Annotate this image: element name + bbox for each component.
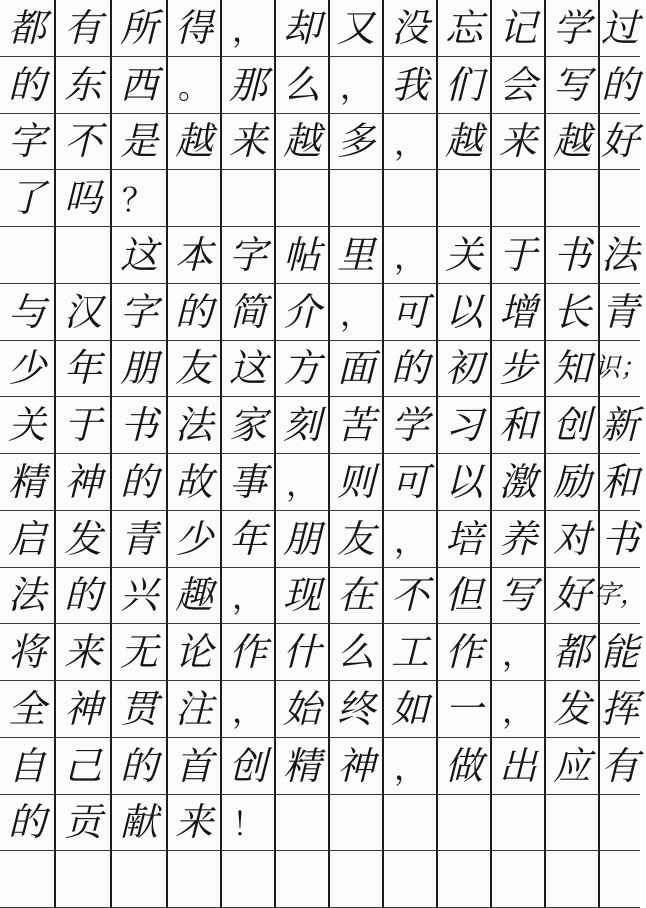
grid-cell: 发 [56, 511, 112, 568]
grid-cell: 学 [384, 397, 438, 454]
grid-cell [384, 851, 438, 908]
grid-cell: 汉 [56, 284, 112, 341]
grid-cell: 都 [546, 624, 600, 681]
grid-cell: ！ [222, 795, 276, 852]
grid-cell: 字 [112, 284, 168, 341]
grid-cell: 东 [56, 57, 112, 114]
grid-cell: 与 [0, 284, 56, 341]
grid-cell [600, 170, 640, 227]
grid-cell: 始 [276, 681, 330, 738]
grid-cell: 神 [56, 454, 112, 511]
grid-cell: 朋 [276, 511, 330, 568]
grid-cell: 关 [0, 397, 56, 454]
grid-cell: 苦 [330, 397, 384, 454]
grid-cell: 如 [384, 681, 438, 738]
grid-cell: 本 [168, 227, 222, 284]
grid-cell: 的 [112, 454, 168, 511]
grid-cell: 我 [384, 57, 438, 114]
grid-cell [330, 795, 384, 852]
grid-cell: 习 [438, 397, 492, 454]
grid-cell [600, 795, 640, 852]
grid-cell [600, 851, 640, 908]
grid-cell: 的 [0, 57, 56, 114]
grid-cell: 。 [168, 57, 222, 114]
grid-cell: 刻 [276, 397, 330, 454]
grid-cell: 写 [546, 57, 600, 114]
grid-cell: 步 [492, 341, 546, 398]
grid-cell: ， [330, 57, 384, 114]
grid-cell: 可 [384, 284, 438, 341]
grid-cell: 注 [168, 681, 222, 738]
grid-cell [492, 795, 546, 852]
grid-cell: 知 [546, 341, 600, 398]
grid-cell: 和 [600, 454, 640, 511]
grid-cell: ， [384, 227, 438, 284]
grid-cell: 将 [0, 624, 56, 681]
grid-cell: 有 [600, 738, 640, 795]
grid-cell: 青 [112, 511, 168, 568]
grid-cell: 这 [222, 341, 276, 398]
grid-cell: 年 [56, 341, 112, 398]
grid-cell: 来 [492, 114, 546, 171]
grid-cell [384, 795, 438, 852]
grid-cell: ， [384, 511, 438, 568]
grid-cell: 友 [330, 511, 384, 568]
grid-cell: 作 [222, 624, 276, 681]
grid-cell: 家 [222, 397, 276, 454]
grid-cell: 是 [112, 114, 168, 171]
grid-cell: 有 [56, 0, 112, 57]
grid-cell: 法 [600, 227, 640, 284]
grid-cell: 发 [546, 681, 600, 738]
grid-cell [168, 851, 222, 908]
grid-cell: 的 [56, 568, 112, 625]
grid-cell: 故 [168, 454, 222, 511]
grid-cell: 们 [438, 57, 492, 114]
grid-cell: 简 [222, 284, 276, 341]
grid-cell: 长 [546, 284, 600, 341]
grid-cell: 多 [330, 114, 384, 171]
grid-cell: 什 [276, 624, 330, 681]
grid-cell: 得 [168, 0, 222, 57]
grid-cell: 越 [168, 114, 222, 171]
grid-cell [438, 795, 492, 852]
grid-cell: 新 [600, 397, 640, 454]
grid-cell: 来 [168, 795, 222, 852]
grid-cell: 好 [546, 568, 600, 625]
grid-cell: 青 [600, 284, 640, 341]
grid-cell: 写 [492, 568, 546, 625]
grid-cell: 无 [112, 624, 168, 681]
grid-cell [546, 851, 600, 908]
grid-cell: 和 [492, 397, 546, 454]
grid-cell: 贯 [112, 681, 168, 738]
grid-cell: 识； [600, 341, 640, 398]
grid-cell [0, 227, 56, 284]
grid-cell: 现 [276, 568, 330, 625]
grid-cell: 但 [438, 568, 492, 625]
grid-cell: 培 [438, 511, 492, 568]
grid-cell [168, 170, 222, 227]
grid-cell: 所 [112, 0, 168, 57]
grid-cell: 却 [276, 0, 330, 57]
grid-cell [112, 851, 168, 908]
grid-cell: 在 [330, 568, 384, 625]
grid-cell: ， [492, 681, 546, 738]
grid-cell: 于 [492, 227, 546, 284]
grid-cell: 会 [492, 57, 546, 114]
grid-cell [276, 851, 330, 908]
grid-cell: 没 [384, 0, 438, 57]
grid-cell: 增 [492, 284, 546, 341]
grid-cell [56, 851, 112, 908]
grid-cell: 论 [168, 624, 222, 681]
grid-cell: 的 [600, 57, 640, 114]
grid-cell: 己 [56, 738, 112, 795]
grid-cell: 精 [276, 738, 330, 795]
grid-cell: 启 [0, 511, 56, 568]
grid-cell: 的 [112, 738, 168, 795]
grid-cell: 全 [0, 681, 56, 738]
grid-cell: 么 [276, 57, 330, 114]
grid-cell: 吗 [56, 170, 112, 227]
grid-cell [492, 170, 546, 227]
grid-cell: 都 [0, 0, 56, 57]
grid-cell: 不 [56, 114, 112, 171]
grid-cell: 年 [222, 511, 276, 568]
grid-cell: 神 [330, 738, 384, 795]
grid-cell: 兴 [112, 568, 168, 625]
grid-cell: 字， [600, 568, 640, 625]
grid-cell: 创 [222, 738, 276, 795]
grid-cell: 养 [492, 511, 546, 568]
grid-cell: 了 [0, 170, 56, 227]
grid-cell: 精 [0, 454, 56, 511]
grid-cell: 友 [168, 341, 222, 398]
grid-cell [0, 851, 56, 908]
grid-cell: 么 [330, 624, 384, 681]
grid-cell: 里 [330, 227, 384, 284]
grid-cell [330, 851, 384, 908]
grid-cell: 越 [276, 114, 330, 171]
grid-cell [438, 170, 492, 227]
grid-cell: 首 [168, 738, 222, 795]
grid-cell: 字 [0, 114, 56, 171]
grid-cell [330, 170, 384, 227]
grid-cell [222, 851, 276, 908]
grid-cell: 应 [546, 738, 600, 795]
grid-cell: 自 [0, 738, 56, 795]
grid-cell: 贡 [56, 795, 112, 852]
grid-cell: ， [384, 738, 438, 795]
grid-cell [438, 851, 492, 908]
grid-cell: 来 [56, 624, 112, 681]
grid-cell: 则 [330, 454, 384, 511]
grid-cell: 作 [438, 624, 492, 681]
grid-cell: 可 [384, 454, 438, 511]
grid-cell: 越 [438, 114, 492, 171]
grid-cell: 终 [330, 681, 384, 738]
grid-cell: 以 [438, 454, 492, 511]
grid-cell: 书 [600, 511, 640, 568]
grid-cell: 献 [112, 795, 168, 852]
grid-cell: 少 [168, 511, 222, 568]
grid-cell: 的 [168, 284, 222, 341]
grid-cell: ， [222, 0, 276, 57]
grid-cell: 记 [492, 0, 546, 57]
grid-cell: 字 [222, 227, 276, 284]
grid-cell: 做 [438, 738, 492, 795]
grid-cell: ， [222, 681, 276, 738]
grid-cell: ， [492, 624, 546, 681]
grid-cell: ， [276, 454, 330, 511]
grid-cell: 能 [600, 624, 640, 681]
grid-cell: 初 [438, 341, 492, 398]
grid-cell: 挥 [600, 681, 640, 738]
grid-cell: ， [384, 114, 438, 171]
grid-cell: 工 [384, 624, 438, 681]
grid-cell: 少 [0, 341, 56, 398]
grid-cell: 越 [546, 114, 600, 171]
grid-cell [56, 227, 112, 284]
grid-cell [492, 851, 546, 908]
grid-cell: 法 [168, 397, 222, 454]
grid-cell: 那 [222, 57, 276, 114]
grid-cell: 创 [546, 397, 600, 454]
grid-cell [384, 170, 438, 227]
grid-cell: 的 [384, 341, 438, 398]
grid-cell: 学 [546, 0, 600, 57]
grid-cell: 帖 [276, 227, 330, 284]
grid-cell: 面 [330, 341, 384, 398]
grid-cell: 忘 [438, 0, 492, 57]
grid-cell: 又 [330, 0, 384, 57]
grid-cell: 事 [222, 454, 276, 511]
grid-cell: ， [330, 284, 384, 341]
grid-cell: 这 [112, 227, 168, 284]
grid-cell: ？ [112, 170, 168, 227]
grid-cell: 的 [0, 795, 56, 852]
grid-cell: 过 [600, 0, 640, 57]
grid-cell [222, 170, 276, 227]
grid-cell: 书 [112, 397, 168, 454]
grid-cell: 来 [222, 114, 276, 171]
grid-cell: 关 [438, 227, 492, 284]
grid-cell: 介 [276, 284, 330, 341]
grid-cell [276, 170, 330, 227]
grid-cell: 激 [492, 454, 546, 511]
grid-cell: 神 [56, 681, 112, 738]
grid-cell: 不 [384, 568, 438, 625]
grid-cell: 朋 [112, 341, 168, 398]
grid-cell: 一 [438, 681, 492, 738]
grid-cell [546, 795, 600, 852]
grid-cell: ， [222, 568, 276, 625]
grid-cell: 西 [112, 57, 168, 114]
grid-cell: 趣 [168, 568, 222, 625]
grid-cell: 出 [492, 738, 546, 795]
grid-cell: 方 [276, 341, 330, 398]
grid-cell [276, 795, 330, 852]
grid-cell: 对 [546, 511, 600, 568]
grid-cell: 书 [546, 227, 600, 284]
grid-cell [546, 170, 600, 227]
grid-cell: 法 [0, 568, 56, 625]
grid-cell: 励 [546, 454, 600, 511]
grid-cell: 好 [600, 114, 640, 171]
grid-cell: 于 [56, 397, 112, 454]
grid-cell: 以 [438, 284, 492, 341]
